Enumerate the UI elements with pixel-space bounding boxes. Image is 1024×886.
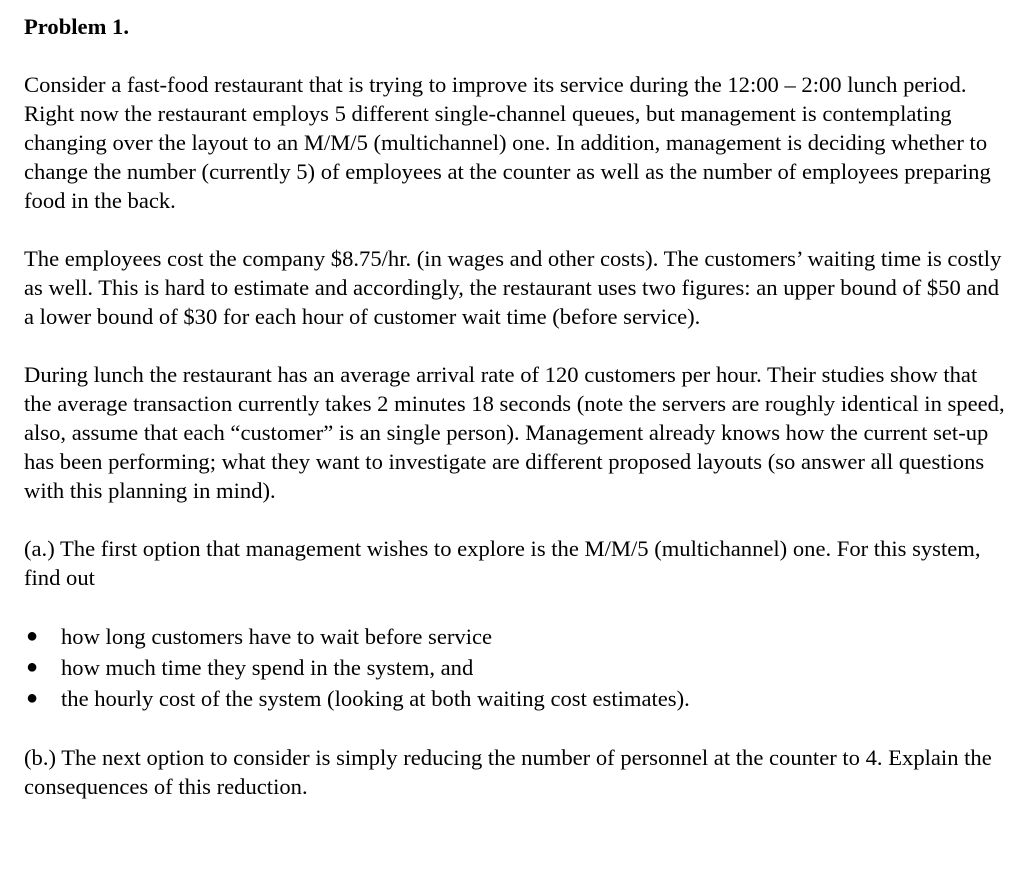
part-a-bullet-list: [24, 621, 1009, 714]
paragraph-part-a: (a.) The first option that management wishes to explore is the M/M/5 (multichannel) one. For this system, find out: [24, 536, 981, 590]
bullet-text: how much time they spend in the system, and: [61, 655, 474, 680]
list-item: [24, 652, 1009, 683]
bullet-icon: ●: [26, 687, 39, 709]
bullet-text: how long customers have to wait before service: [61, 624, 493, 649]
paragraph-intro: Consider a fast-food restaurant that is trying to improve its service during the 12:00 – 2:00 lunch period. Right now the restaurant employs 5 different single-channel queues, but management is contemplating changing over the layout to an M/M/5 (multichannel) one. In addition, management is deciding whether to change the number (currently 5) of employees at the counter as well as the number of employees preparing food in the back.: [24, 72, 991, 213]
problem-title-suffix: .: [123, 14, 130, 39]
bullet-icon: ●: [26, 625, 39, 647]
problem-title-text: Problem 1: [24, 14, 124, 39]
bullet-icon: ●: [26, 656, 39, 678]
paragraph-arrival: During lunch the restaurant has an average arrival rate of 120 customers per hour. Their studies show that the average transaction currently takes 2 minutes 18 seconds (note the servers are roughly identical in speed, also, assume that each “customer” is an single person). Management already knows how the current set-up has been performing; what they want to investigate are different proposed layouts (so answer all questions with this planning in mind).: [24, 362, 1005, 503]
list-item: [24, 621, 1009, 652]
bullet-text: the hourly cost of the system (looking at both waiting cost estimates).: [61, 686, 690, 711]
problem-title: [24, 12, 1009, 41]
paragraph-part-b: (b.) The next option to consider is simply reducing the number of personnel at the counter to 4. Explain the consequences of this reduction.: [24, 745, 992, 799]
document-page: [24, 12, 1009, 830]
paragraph-costs: The employees cost the company $8.75/hr. (in wages and other costs). The customers’ waiting time is costly as well. This is hard to estimate and accordingly, the restaurant uses two figures: an upper bound of $50 and a lower bound of $30 for each hour of customer wait time (before service).: [24, 246, 1002, 329]
list-item: [24, 683, 1009, 714]
